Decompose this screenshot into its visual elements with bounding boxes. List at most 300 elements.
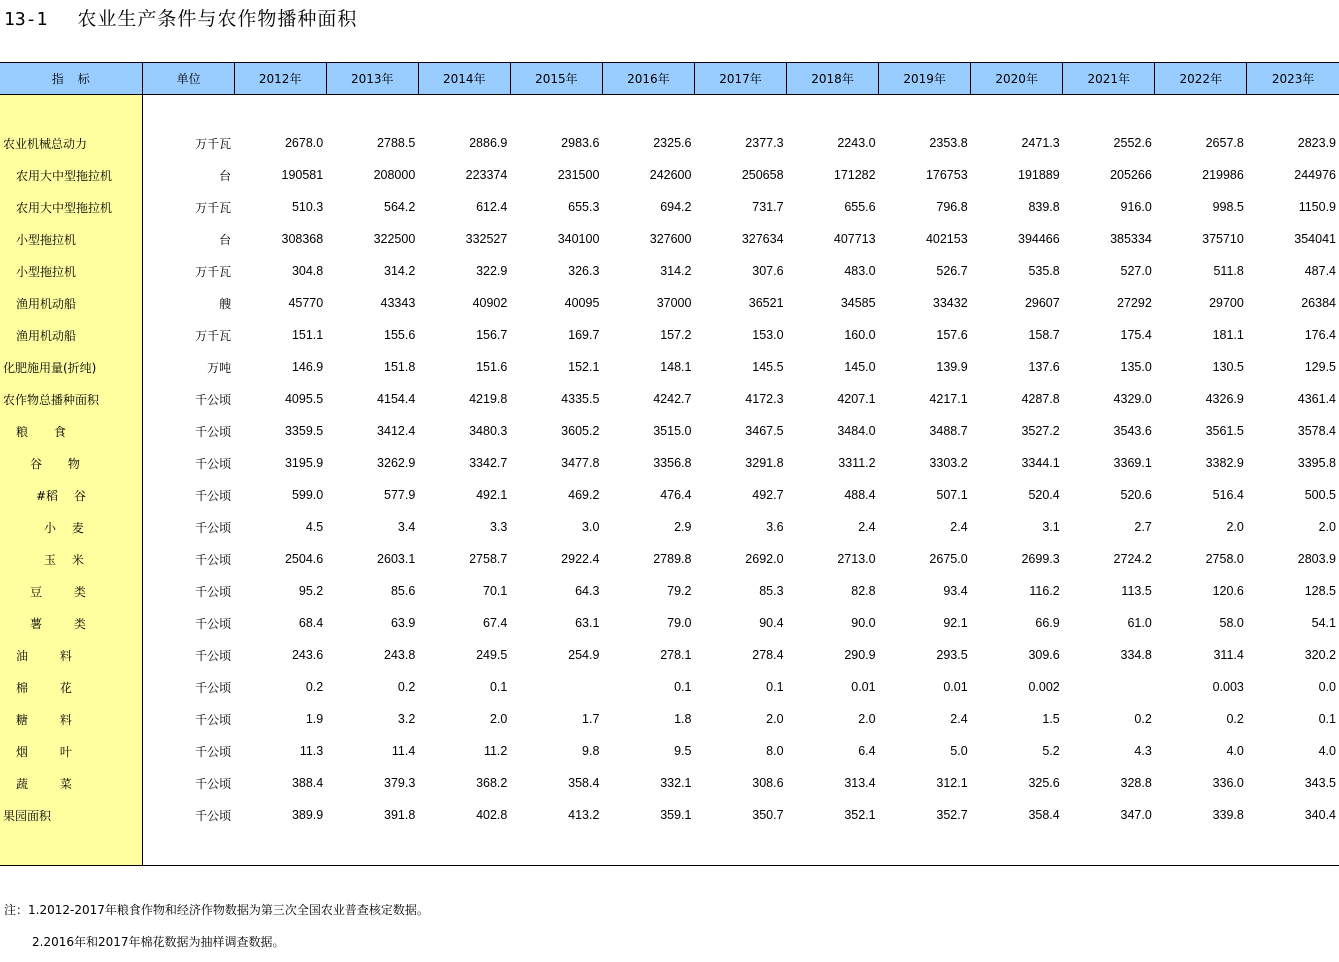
value-cell: 2.0 — [1318, 520, 1336, 534]
value-cell: 314.2 — [660, 264, 692, 278]
value-cell: 308.6 — [752, 776, 784, 790]
value-cell: 29700 — [1209, 296, 1244, 310]
value-cell: 4.3 — [1134, 744, 1152, 758]
value-cell: 155.6 — [384, 328, 416, 342]
value-cell — [510, 671, 602, 703]
value-cell: 242600 — [649, 168, 692, 182]
table-row — [0, 319, 1339, 351]
indicator-cell: 蔬 菜 — [0, 767, 142, 799]
value-cell: 26384 — [1301, 296, 1336, 310]
value-cell: 4207.1 — [837, 392, 876, 406]
value-cell: 33432 — [932, 296, 968, 310]
value-cell: 2724.2 — [1113, 552, 1152, 566]
value-cell: 146.9 — [291, 360, 324, 374]
indicator-cell: 棉 花 — [0, 671, 142, 703]
indicator-cell: 薯 类 — [0, 607, 142, 639]
table-row — [0, 735, 1339, 767]
value-cell: 3382.9 — [1205, 456, 1244, 470]
value-cell: 0.1 — [1318, 712, 1336, 726]
indicator-cell: 渔用机动船 — [0, 319, 142, 351]
footnote-1: 注：1.2012-2017年粮食作物和经济作物数据为第三次全国农业普查核定数据。 — [4, 903, 429, 917]
value-cell: 160.0 — [844, 328, 876, 342]
value-cell: 3.3 — [489, 520, 508, 534]
value-cell: 3344.1 — [1021, 456, 1060, 470]
value-cell: 9.8 — [582, 744, 600, 758]
value-cell: 0.003 — [1212, 680, 1244, 694]
value-cell: 2603.1 — [377, 552, 416, 566]
value-cell: 3412.4 — [377, 424, 416, 438]
value-cell: 2325.6 — [653, 136, 692, 150]
value-cell: 116.2 — [1029, 584, 1060, 598]
table-title: 农业生产条件与农作物播种面积 — [77, 8, 358, 30]
unit-cell: 万千瓦 — [142, 319, 234, 351]
value-cell: 2504.6 — [284, 552, 324, 566]
year-header: 2012年 — [234, 63, 326, 95]
data-table — [0, 62, 1339, 866]
value-cell: 307.6 — [752, 264, 784, 278]
value-cell: 389.9 — [291, 808, 324, 822]
value-cell: 2.0 — [858, 712, 876, 726]
value-cell: 0.2 — [1226, 712, 1244, 726]
value-cell: 249.5 — [476, 648, 508, 662]
value-cell: 336.0 — [1212, 776, 1244, 790]
value-cell: 137.6 — [1028, 360, 1060, 374]
value-cell: 151.8 — [384, 360, 416, 374]
table-row — [0, 671, 1339, 703]
value-cell: 156.7 — [476, 328, 508, 342]
value-cell: 388.4 — [291, 776, 324, 790]
value-cell: 9.5 — [674, 744, 692, 758]
indicator-cell: 烟 叶 — [0, 735, 142, 767]
value-cell: 0.002 — [1028, 680, 1060, 694]
value-cell: 304.8 — [291, 264, 324, 278]
value-cell: 90.0 — [851, 616, 876, 630]
value-cell: 476.4 — [660, 488, 692, 502]
value-cell: 2758.7 — [469, 552, 508, 566]
value-cell: 510.3 — [291, 200, 324, 214]
value-cell: 2713.0 — [837, 552, 876, 566]
value-cell: 151.6 — [476, 360, 508, 374]
value-cell: 2789.8 — [653, 552, 692, 566]
value-cell: 176.4 — [1304, 328, 1336, 342]
value-cell: 655.3 — [568, 200, 600, 214]
value-cell: 2657.8 — [1205, 136, 1244, 150]
value-cell: 527.0 — [1120, 264, 1152, 278]
year-header: 2017年 — [694, 63, 786, 95]
value-cell: 1150.9 — [1298, 200, 1336, 214]
value-cell: 3311.2 — [838, 456, 876, 470]
indicator-cell: 果园面积 — [0, 799, 142, 831]
value-cell: 2922.4 — [561, 552, 600, 566]
value-cell: 731.7 — [752, 200, 784, 214]
value-cell: 2823.9 — [1297, 136, 1336, 150]
value-cell: 328.8 — [1120, 776, 1152, 790]
value-cell: 254.9 — [568, 648, 600, 662]
value-cell: 0.01 — [943, 680, 968, 694]
year-header: 2021年 — [1063, 63, 1155, 95]
value-cell: 176753 — [925, 168, 968, 182]
value-cell: 58.0 — [1219, 616, 1244, 630]
value-cell: 128.5 — [1304, 584, 1336, 598]
value-cell: 205266 — [1110, 168, 1152, 182]
indicator-cell: 油 料 — [0, 639, 142, 671]
value-cell: 352.7 — [936, 808, 968, 822]
value-cell: 4326.9 — [1205, 392, 1244, 406]
year-header: 2020年 — [971, 63, 1063, 95]
blank-cell — [142, 95, 1339, 128]
value-cell: 2353.8 — [929, 136, 968, 150]
unit-cell: 台 — [142, 223, 234, 255]
table-row — [0, 799, 1339, 831]
value-cell: 157.2 — [660, 328, 692, 342]
value-cell: 0.1 — [489, 680, 508, 694]
value-cell: 3561.5 — [1205, 424, 1244, 438]
value-cell: 564.2 — [384, 200, 416, 214]
value-cell: 483.0 — [844, 264, 876, 278]
unit-cell: 千公顷 — [142, 447, 234, 479]
value-cell: 2675.0 — [929, 552, 968, 566]
value-cell: 278.4 — [752, 648, 784, 662]
value-cell: 244976 — [1294, 168, 1336, 182]
value-cell: 11.3 — [299, 744, 324, 758]
value-cell: 2699.3 — [1021, 552, 1060, 566]
indicator-cell: 豆 类 — [0, 575, 142, 607]
value-cell: 516.4 — [1212, 488, 1244, 502]
value-cell: 413.2 — [568, 808, 600, 822]
value-cell: 368.2 — [476, 776, 508, 790]
table-row — [0, 639, 1339, 671]
value-cell: 4.5 — [305, 520, 324, 534]
value-cell: 694.2 — [660, 200, 692, 214]
value-cell: 3605.2 — [561, 424, 600, 438]
year-header: 2018年 — [787, 63, 879, 95]
value-cell: 68.4 — [298, 616, 324, 630]
value-cell: 4287.8 — [1021, 392, 1060, 406]
value-cell: 3543.6 — [1113, 424, 1152, 438]
unit-cell: 台 — [142, 159, 234, 191]
value-cell: 339.8 — [1212, 808, 1244, 822]
value-cell: 93.4 — [943, 584, 968, 598]
value-cell: 145.5 — [752, 360, 784, 374]
table-body — [0, 95, 1339, 866]
value-cell: 158.7 — [1028, 328, 1060, 342]
unit-cell: 千公顷 — [142, 735, 234, 767]
value-cell: 3527.2 — [1021, 424, 1060, 438]
year-header: 2019年 — [879, 63, 971, 95]
value-cell: 407713 — [833, 232, 876, 246]
value-cell: 181.1 — [1212, 328, 1244, 342]
value-cell: 4.0 — [1318, 744, 1336, 758]
value-cell: 488.4 — [844, 488, 876, 502]
value-cell: 0.1 — [674, 680, 692, 694]
value-cell: 5.0 — [950, 744, 968, 758]
value-cell: 4.0 — [1226, 744, 1244, 758]
value-cell: 3303.2 — [929, 456, 968, 470]
value-cell: 4335.5 — [561, 392, 600, 406]
value-cell: 3.0 — [582, 520, 600, 534]
value-cell: 90.4 — [759, 616, 784, 630]
indicator-cell: 化肥施用量(折纯) — [0, 351, 142, 383]
value-cell: 507.1 — [936, 488, 968, 502]
unit-cell: 千公顷 — [142, 671, 234, 703]
unit-cell: 千公顷 — [142, 607, 234, 639]
value-cell: 2.4 — [858, 520, 876, 534]
value-cell: 3477.8 — [561, 456, 600, 470]
value-cell: 0.0 — [1318, 680, 1336, 694]
table-row — [0, 191, 1339, 223]
value-cell: 612.4 — [476, 200, 508, 214]
year-header: 2016年 — [602, 63, 694, 95]
unit-cell: 千公顷 — [142, 479, 234, 511]
value-cell: 343.5 — [1304, 776, 1336, 790]
value-cell: 64.3 — [575, 584, 600, 598]
value-cell: 322500 — [373, 232, 416, 246]
value-cell: 577.9 — [384, 488, 416, 502]
value-cell: 391.8 — [384, 808, 416, 822]
value-cell: 340.4 — [1304, 808, 1336, 822]
value-cell: 2692.0 — [745, 552, 784, 566]
value-cell: 4219.8 — [469, 392, 508, 406]
value-cell: 3369.1 — [1113, 456, 1152, 470]
value-cell: 95.2 — [298, 584, 324, 598]
value-cell: 37000 — [656, 296, 692, 310]
data-table-container — [0, 62, 1339, 866]
value-cell: 3395.8 — [1297, 456, 1336, 470]
value-cell: 169.7 — [568, 328, 600, 342]
year-header: 2015年 — [510, 63, 602, 95]
indicator-cell: 小型拖拉机 — [0, 255, 142, 287]
value-cell: 4172.3 — [745, 392, 784, 406]
value-cell: 0.1 — [766, 680, 784, 694]
table-row — [0, 159, 1339, 191]
indicator-header: 指标 — [0, 63, 142, 95]
blank-cell — [142, 831, 1339, 866]
table-row — [0, 607, 1339, 639]
value-cell: 2.7 — [1134, 520, 1152, 534]
table-code: 13-1 — [4, 9, 48, 30]
table-row — [0, 415, 1339, 447]
value-cell: 67.4 — [483, 616, 508, 630]
value-cell: 2471.3 — [1021, 136, 1060, 150]
value-cell: 3.2 — [397, 712, 416, 726]
value-cell: 3356.8 — [653, 456, 692, 470]
value-cell: 2377.3 — [745, 136, 784, 150]
value-cell: 3467.5 — [745, 424, 784, 438]
value-cell: 394466 — [1018, 232, 1060, 246]
value-cell: 2.4 — [950, 520, 968, 534]
unit-cell: 万千瓦 — [142, 255, 234, 287]
indicator-cell: 农作物总播种面积 — [0, 383, 142, 415]
value-cell: 3.1 — [1042, 520, 1060, 534]
value-cell: 0.2 — [1134, 712, 1152, 726]
value-cell: 11.2 — [483, 744, 508, 758]
value-cell: 85.6 — [390, 584, 416, 598]
indicator-cell — [0, 831, 142, 866]
value-cell: 5.2 — [1042, 744, 1060, 758]
value-cell: 347.0 — [1120, 808, 1152, 822]
value-cell: 3578.4 — [1297, 424, 1336, 438]
value-cell: 2886.9 — [469, 136, 508, 150]
value-cell: 327600 — [649, 232, 692, 246]
footnotes — [4, 898, 429, 962]
table-row — [0, 127, 1339, 159]
value-cell: 129.5 — [1304, 360, 1336, 374]
value-cell: 535.8 — [1028, 264, 1060, 278]
value-cell: 0.01 — [851, 680, 876, 694]
value-cell: 130.5 — [1212, 360, 1244, 374]
value-cell: 312.1 — [936, 776, 968, 790]
value-cell: 40095 — [564, 296, 600, 310]
value-cell: 402153 — [925, 232, 968, 246]
unit-cell: 万千瓦 — [142, 191, 234, 223]
value-cell: 70.1 — [483, 584, 508, 598]
table-row — [0, 383, 1339, 415]
spacer-row — [0, 831, 1339, 866]
value-cell: 3515.0 — [653, 424, 692, 438]
value-cell: 2.9 — [674, 520, 692, 534]
value-cell: 4095.5 — [284, 392, 324, 406]
value-cell: 326.3 — [568, 264, 600, 278]
value-cell: 2.0 — [1226, 520, 1244, 534]
value-cell: 2243.0 — [837, 136, 876, 150]
value-cell: 79.0 — [667, 616, 692, 630]
value-cell: 27292 — [1117, 296, 1152, 310]
table-row — [0, 575, 1339, 607]
value-cell: 152.1 — [568, 360, 600, 374]
value-cell: 85.3 — [759, 584, 784, 598]
table-row — [0, 767, 1339, 799]
value-cell: 350.7 — [752, 808, 784, 822]
value-cell: 54.1 — [1311, 616, 1336, 630]
value-cell: 148.1 — [660, 360, 692, 374]
value-cell: 311.4 — [1213, 648, 1244, 662]
value-cell: 3195.9 — [284, 456, 324, 470]
table-row — [0, 511, 1339, 543]
value-cell: 2.0 — [766, 712, 784, 726]
value-cell: 358.4 — [568, 776, 600, 790]
table-row — [0, 351, 1339, 383]
value-cell: 352.1 — [844, 808, 876, 822]
value-cell: 1.7 — [582, 712, 600, 726]
year-header: 2013年 — [326, 63, 418, 95]
value-cell: 0.2 — [305, 680, 324, 694]
value-cell: 3480.3 — [469, 424, 508, 438]
value-cell: 839.8 — [1028, 200, 1060, 214]
unit-cell: 千公顷 — [142, 575, 234, 607]
value-cell: 151.1 — [291, 328, 324, 342]
value-cell: 998.5 — [1212, 200, 1244, 214]
value-cell: 190581 — [281, 168, 324, 182]
value-cell: 145.0 — [844, 360, 876, 374]
value-cell: 308368 — [281, 232, 324, 246]
value-cell: 157.6 — [936, 328, 968, 342]
year-header: 2014年 — [418, 63, 510, 95]
value-cell — [1063, 671, 1155, 703]
value-cell: 655.6 — [844, 200, 876, 214]
value-cell: 309.6 — [1028, 648, 1060, 662]
value-cell: 469.2 — [568, 488, 600, 502]
indicator-cell: 农用大中型拖拉机 — [0, 191, 142, 223]
value-cell: 3.6 — [766, 520, 784, 534]
value-cell: 36521 — [748, 296, 784, 310]
value-cell: 325.6 — [1028, 776, 1060, 790]
table-row — [0, 447, 1339, 479]
spacer-row — [0, 95, 1339, 128]
indicator-cell: 农用大中型拖拉机 — [0, 159, 142, 191]
value-cell: 61.0 — [1127, 616, 1152, 630]
value-cell: 2758.0 — [1205, 552, 1244, 566]
unit-cell: 千公顷 — [142, 639, 234, 671]
value-cell: 358.4 — [1028, 808, 1060, 822]
value-cell: 2788.5 — [377, 136, 416, 150]
value-cell: 2.0 — [489, 712, 508, 726]
value-cell: 2983.6 — [561, 136, 600, 150]
value-cell: 82.8 — [851, 584, 876, 598]
value-cell: 4217.1 — [929, 392, 968, 406]
value-cell: 327634 — [741, 232, 784, 246]
value-cell: 332.1 — [660, 776, 692, 790]
value-cell: 11.4 — [391, 744, 416, 758]
indicator-cell: 农业机械总动力 — [0, 127, 142, 159]
unit-cell: 万吨 — [142, 351, 234, 383]
unit-cell: 千公顷 — [142, 543, 234, 575]
value-cell: 379.3 — [384, 776, 416, 790]
header-row — [0, 63, 1339, 95]
value-cell: 1.9 — [305, 712, 324, 726]
value-cell: 278.1 — [660, 648, 692, 662]
table-row — [0, 479, 1339, 511]
value-cell: 322.9 — [476, 264, 508, 278]
value-cell: 8.0 — [766, 744, 784, 758]
value-cell: 3359.5 — [284, 424, 324, 438]
value-cell: 2.4 — [950, 712, 968, 726]
value-cell: 43343 — [380, 296, 416, 310]
value-cell: 3488.7 — [929, 424, 968, 438]
value-cell: 66.9 — [1035, 616, 1060, 630]
table-row — [0, 255, 1339, 287]
value-cell: 63.1 — [575, 616, 600, 630]
value-cell: 332527 — [465, 232, 508, 246]
value-cell: 34585 — [840, 296, 876, 310]
value-cell: 113.5 — [1121, 584, 1152, 598]
value-cell: 191889 — [1018, 168, 1060, 182]
value-cell: 359.1 — [660, 808, 692, 822]
value-cell: 500.5 — [1304, 488, 1336, 502]
value-cell: 92.1 — [943, 616, 968, 630]
value-cell: 45770 — [288, 296, 324, 310]
year-header: 2022年 — [1155, 63, 1247, 95]
unit-cell: 千公顷 — [142, 415, 234, 447]
unit-cell: 万千瓦 — [142, 127, 234, 159]
indicator-cell: 粮 食 — [0, 415, 142, 447]
value-cell: 487.4 — [1304, 264, 1336, 278]
value-cell: 175.4 — [1120, 328, 1152, 342]
indicator-cell: 糖 料 — [0, 703, 142, 735]
value-cell: 313.4 — [844, 776, 876, 790]
value-cell: 492.1 — [476, 488, 508, 502]
indicator-cell: 小型拖拉机 — [0, 223, 142, 255]
value-cell: 520.6 — [1120, 488, 1152, 502]
value-cell: 599.0 — [291, 488, 324, 502]
value-cell: 63.9 — [390, 616, 416, 630]
unit-cell: 千公顷 — [142, 383, 234, 415]
value-cell: 340100 — [557, 232, 600, 246]
value-cell: 385334 — [1110, 232, 1152, 246]
value-cell: 3291.8 — [745, 456, 784, 470]
value-cell: 0.2 — [397, 680, 416, 694]
value-cell: 3342.7 — [469, 456, 508, 470]
value-cell: 511.8 — [1213, 264, 1244, 278]
